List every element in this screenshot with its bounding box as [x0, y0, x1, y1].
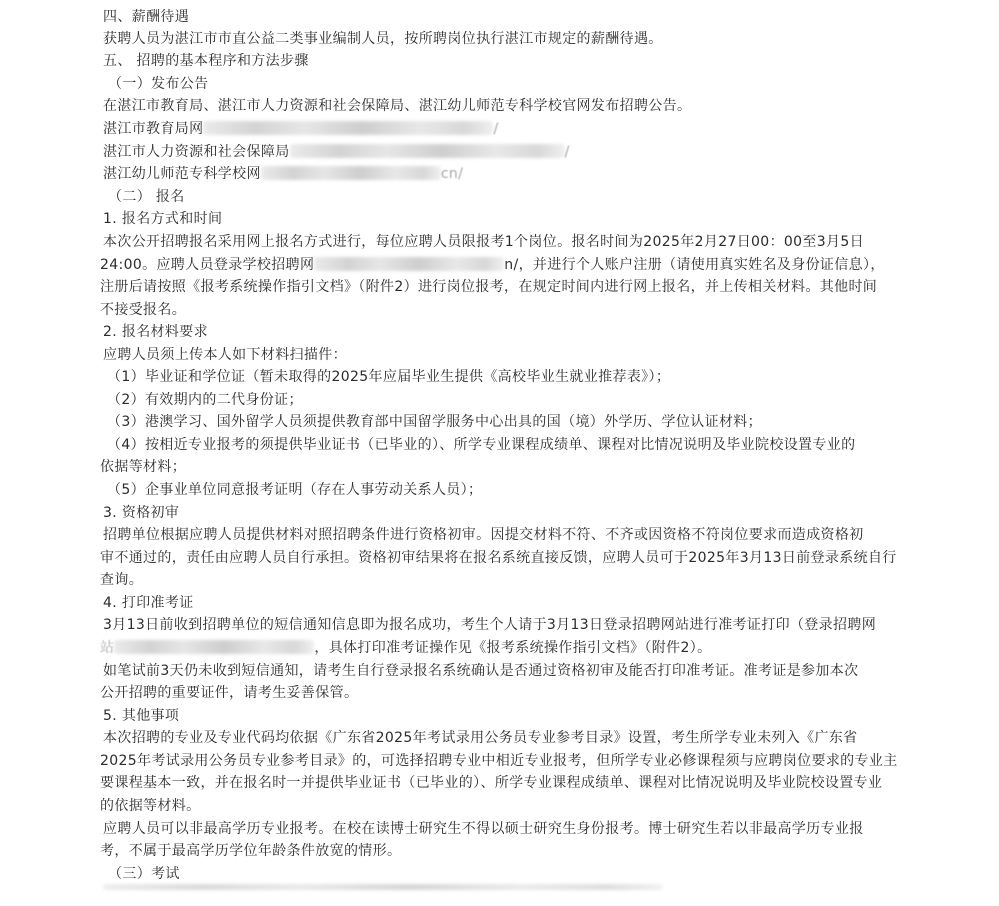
list-item: （4）按相近专业报考的须提供毕业证书（已毕业的）、所学专业课程成绩单、课程对比情况说明及毕业院校设置专业的	[107, 437, 856, 453]
hr-bureau-website-line	[103, 141, 570, 163]
redacted-url	[314, 257, 504, 271]
section-heading-salary: 四、薪酬待遇	[103, 9, 190, 25]
item-heading-materials: 2. 报名材料要求	[103, 324, 208, 340]
subsection-heading-registration: （二） 报名	[108, 189, 185, 205]
paragraph-line: 查询。	[100, 572, 144, 588]
url-suffix: /	[564, 144, 570, 160]
paragraph-line: 本次公开招聘报名采用网上报名方式进行，每位应聘人员限报考1个岗位。报名时间为2025年2月27日00：00至3月5日	[103, 234, 864, 250]
subsection-heading-announcement: （一）发布公告	[108, 76, 209, 92]
paragraph-line: 在湛江市教育局、湛江市人力资源和社会保障局、湛江幼儿师范专科学校官网发布招聘公告。	[103, 98, 692, 114]
website-label: 湛江市教育局网	[103, 121, 204, 137]
url-suffix: /	[493, 121, 499, 137]
item-heading-admission-ticket: 4. 打印准考证	[103, 595, 194, 611]
paragraph-line: 公开招聘的重要证件，请考生妥善保管。	[100, 685, 359, 701]
school-website-line	[103, 163, 463, 185]
paragraph-line: 要课程基本一致，并在报名时一并提供毕业证书（已毕业的）、所学专业课程成绩单、课程对比情况说明及毕业院校设置专业	[100, 775, 883, 791]
item-heading-qualification-review: 3. 资格初审	[103, 505, 180, 521]
section-heading-procedure: 五、 招聘的基本程序和方法步骤	[103, 53, 309, 69]
paragraph-line: 3月13日前收到招聘单位的短信通知信息即为报名成功，考生个人请于3月13日登录招聘网站进行准考证打印（登录招聘网	[103, 617, 877, 633]
item-heading-other-matters: 5. 其他事项	[103, 708, 180, 724]
paragraph-line: 不接受报名。	[100, 302, 187, 318]
paragraph-line: 获聘人员为湛江市市直公益二类事业编制人员，按所聘岗位执行湛江市规定的薪酬待遇。	[103, 31, 663, 47]
partially-visible-text	[103, 884, 663, 890]
text-segment: ，具体打印准考证操作见《报考系统操作指引文档》（附件2）。	[314, 640, 712, 656]
text-segment: 站	[100, 640, 115, 656]
paragraph-line: 如笔试前3天仍未收到短信通知，请考生自行登录报名系统确认是否通过资格初审及能否打印准考证。准考证是参加本次	[103, 663, 859, 679]
paragraph-line: 的依据等材料。	[100, 798, 201, 814]
paragraph-line: 审不通过的，责任由应聘人员自行承担。资格初审结果将在报名系统直接反馈，应聘人员可于2025年3月13日前登录系统自行	[100, 550, 897, 566]
list-item: （2）有效期内的二代身份证；	[107, 392, 303, 408]
item-heading-method-time: 1. 报名方式和时间	[103, 211, 223, 227]
education-bureau-website-line	[103, 118, 499, 140]
paragraph-line: 考，不属于最高学历学位年龄条件放宽的情形。	[100, 843, 402, 859]
website-label: 湛江幼儿师范专科学校网	[103, 166, 261, 182]
paragraph-line-with-url	[100, 637, 711, 659]
text-segment: 24:00。应聘人员登录学校招聘网	[100, 257, 315, 273]
redacted-url	[114, 640, 314, 654]
paragraph-line: 招聘单位根据应聘人员提供材料对照招聘条件进行资格初审。因提交材料不符、不齐或因资格不符岗位要求而造成资格初	[103, 527, 864, 543]
redacted-url	[290, 144, 565, 158]
subsection-heading-exam: （三）考试	[108, 866, 180, 882]
paragraph-line: 本次招聘的专业及专业代码均依据《广东省2025年考试录用公务员专业参考目录》设置，考生所学专业未列入《广东省	[103, 730, 858, 746]
paragraph-line: 应聘人员须上传本人如下材料扫描件：	[103, 347, 347, 363]
paragraph-line: 注册后请按照《报考系统操作指引文档》（附件2）进行岗位报考，在规定时间内进行网上报名，并上传相关材料。其他时间	[100, 279, 878, 295]
paragraph-line-with-url	[100, 254, 885, 276]
list-item: （5）企事业单位同意报考证明（存在人事劳动关系人员）；	[107, 482, 483, 498]
paragraph-line: 2025年考试录用公务员专业参考目录》的，可选择招聘专业中相近专业报考，但所学专业必修课程须与应聘岗位要求的专业主	[100, 753, 898, 769]
url-suffix: cn/	[440, 166, 464, 182]
text-segment: n/，并进行个人账户注册（请使用真实姓名及身份证信息），	[504, 257, 885, 273]
redacted-url	[203, 121, 493, 135]
cut-off-line	[103, 884, 663, 906]
paragraph-line: 应聘人员可以非最高学历专业报考。在校在读博士研究生不得以硕士研究生身份报考。博士研究生若以非最高学历专业报	[103, 821, 864, 837]
list-item: （1）毕业证和学位证（暂未取得的2025年应届毕业生提供《高校毕业生就业推荐表》）；	[107, 369, 671, 385]
redacted-url	[261, 166, 441, 180]
list-item-continuation: 依据等材料；	[100, 459, 187, 475]
list-item: （3）港澳学习、国外留学人员须提供教育部中国留学服务中心出具的国（境）外学历、学位认证材料；	[107, 414, 763, 430]
website-label: 湛江市人力资源和社会保障局	[103, 144, 290, 160]
